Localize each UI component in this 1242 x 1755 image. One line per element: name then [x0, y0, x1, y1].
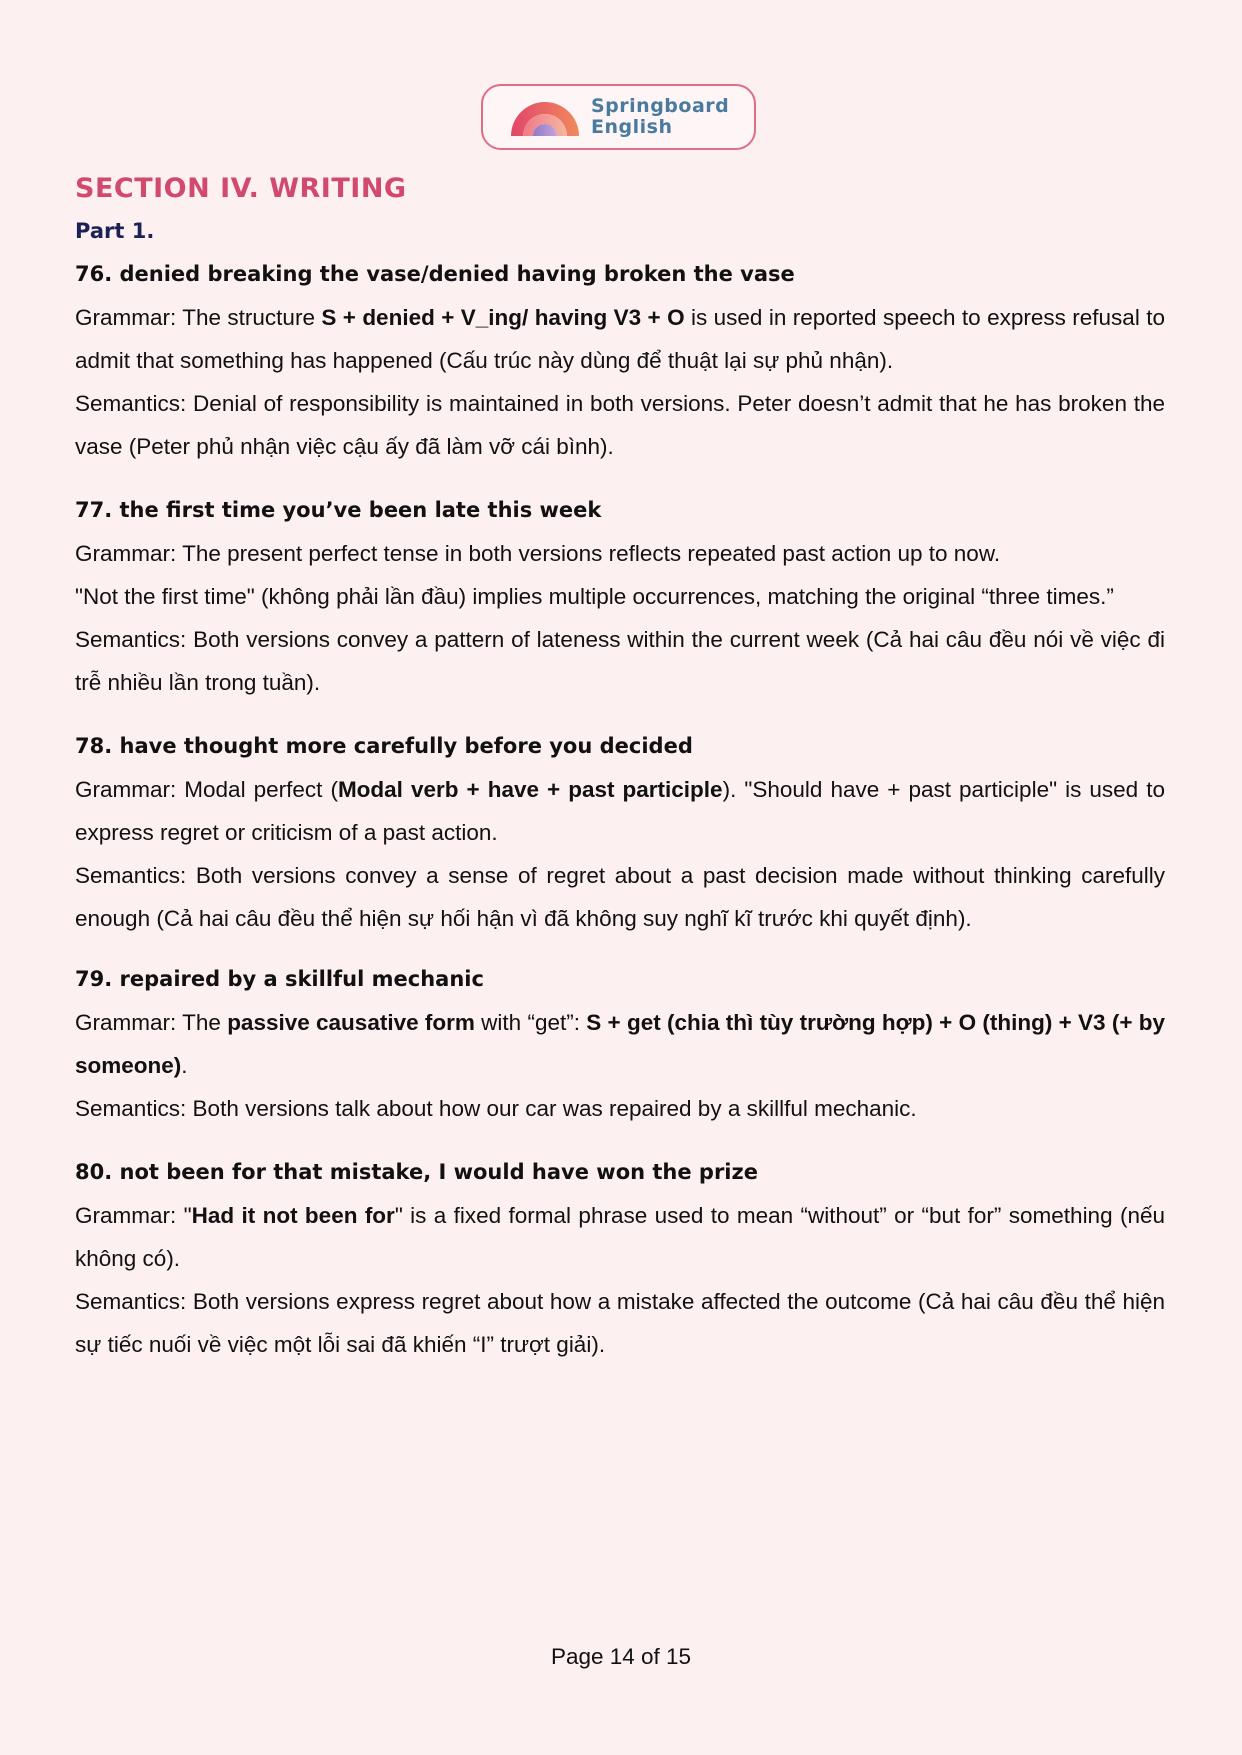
page-number: Page 14 of 15 — [550, 1644, 692, 1669]
part-title: Part 1. — [75, 219, 155, 243]
semantics-text: Semantics: Both versions express regret about how a mistake affected the outcome (Cả hai câu đều thể hiện sự tiếc nuối về việc một lỗi sai đã khiến “I” trượt giải). — [75, 1289, 1165, 1357]
answer-item-80 — [75, 1151, 1165, 1366]
semantics-text: Semantics: Both versions convey a sense of regret about a past decision made without thinking carefully enough (Cả hai câu đều thể hiện sự hối hận vì đã không suy nghĩ kĩ trước khi quyết định). — [75, 863, 1165, 931]
answer-item-79 — [75, 958, 1165, 1130]
rainbow-logo-icon — [509, 96, 581, 138]
item-title: 79. repaired by a skillful mechanic — [75, 967, 484, 991]
grammar-text: Grammar: The present perfect tense in both versions reflects repeated past action up to now. — [75, 541, 1001, 566]
springboard-logo — [481, 84, 756, 150]
grammar-text: Grammar: The structure S + denied + V_ing/ having V3 + O is used in reported speech to express refusal to admit that something has happened (Cấu trúc này dùng để thuật lại sự phủ nhận). — [75, 305, 1165, 373]
item-title: 78. have thought more carefully before you decided — [75, 734, 693, 758]
grammar-text: Grammar: The passive causative form with “get”: S + get (chia thì tùy trường hợp) + O (thing) + V3 (+ by someone). — [75, 1010, 1166, 1078]
grammar-text: Grammar: "Had it not been for" is a fixed formal phrase used to mean “without” or “but for” something (nếu không có). — [75, 1203, 1165, 1271]
document-body — [75, 168, 1165, 1366]
section-title: SECTION IV. WRITING — [75, 173, 407, 204]
logo-text-english: English — [591, 116, 673, 138]
answer-item-78 — [75, 725, 1165, 940]
semantics-text: Semantics: Both versions convey a pattern of lateness within the current week (Cả hai câu đều nói về việc đi trễ nhiều lần trong tuần). — [75, 627, 1165, 695]
answer-item-77 — [75, 489, 1165, 704]
note-text: "Not the first time" (không phải lần đầu) implies multiple occurrences, matching the original “three times.” — [75, 584, 1114, 609]
semantics-text: Semantics: Denial of responsibility is maintained in both versions. Peter doesn’t admit that he has broken the vase (Peter phủ nhận việc cậu ấy đã làm vỡ cái bình). — [75, 391, 1165, 459]
semantics-text: Semantics: Both versions talk about how our car was repaired by a skillful mechanic. — [75, 1096, 917, 1121]
item-title: 77. the first time you’ve been late this week — [75, 498, 602, 522]
item-title: 80. not been for that mistake, I would have won the prize — [75, 1160, 758, 1184]
item-title: 76. denied breaking the vase/denied having broken the vase — [75, 262, 795, 286]
answer-item-76 — [75, 253, 1165, 468]
grammar-text: Grammar: Modal perfect (Modal verb + have + past participle). "Should have + past participle" is used to express regret or criticism of a past action. — [75, 777, 1165, 845]
logo-text-springboard: Springboard — [591, 95, 730, 117]
